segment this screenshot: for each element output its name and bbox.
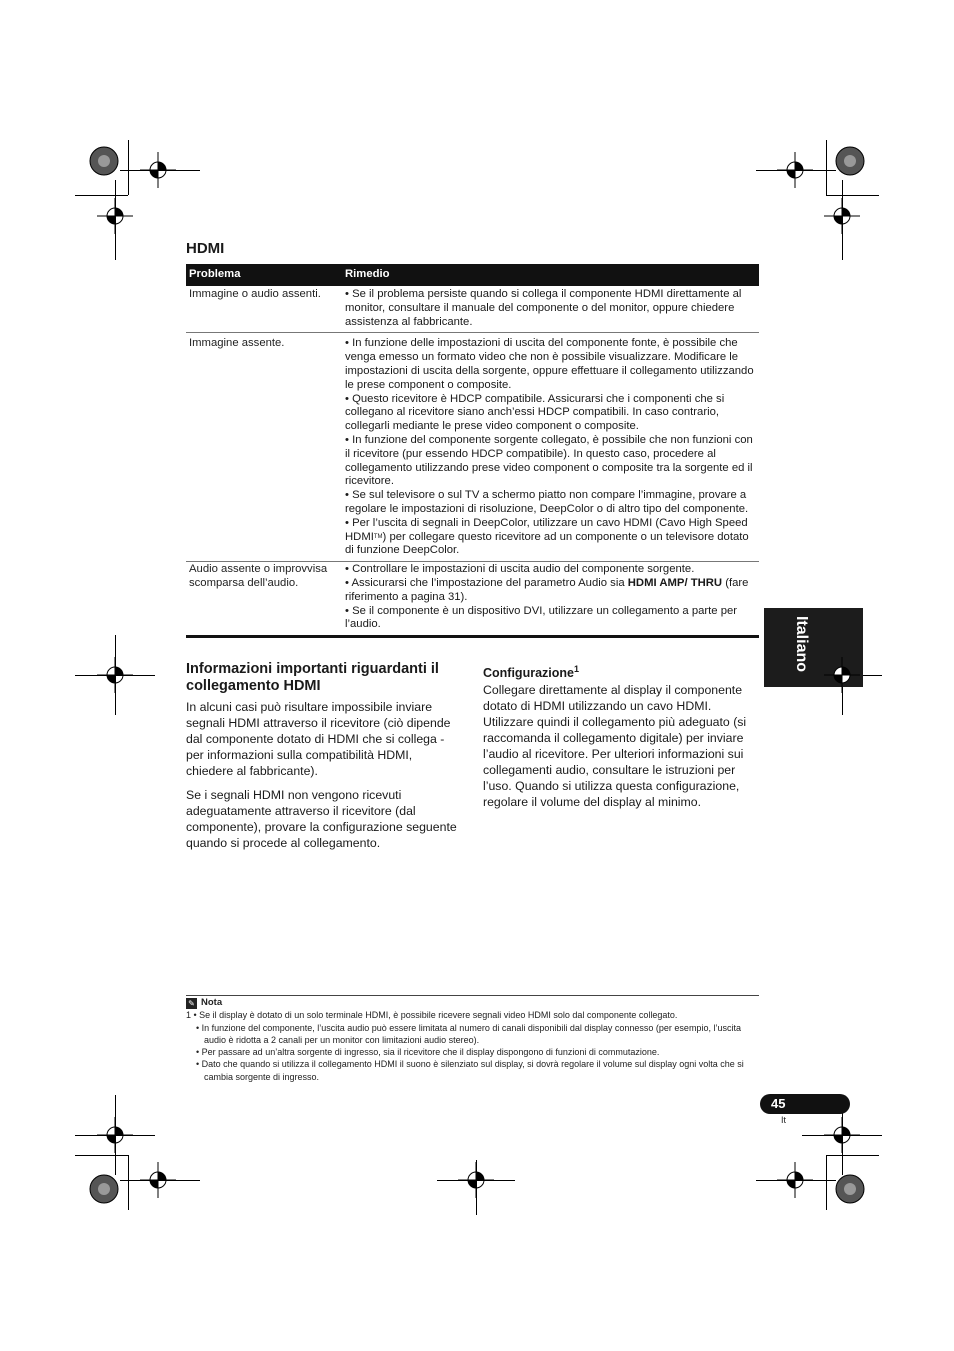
- crop-mark: [128, 1155, 129, 1210]
- registration-target-icon: [140, 152, 176, 188]
- config-heading: [483, 664, 759, 680]
- table-row: [186, 286, 759, 333]
- registration-target-icon: [824, 1117, 860, 1153]
- remedy-item: • Controllare le impostazioni di uscita audio del componente sorgente.: [345, 563, 695, 576]
- remedy-item: • Se il problema persiste quando si collega il componente HDMI direttamente al monitor, consultare il manuale del componente o del monitor, oppure chiedere assistenza al fabbricante.: [345, 288, 742, 328]
- note-item: • Dato che quando si utilizza il collegamento HDMI il suono è silenziato sul display, si dovrà regolare il volume sul display ogni volta che si cambia sorgente di ingresso.: [196, 1059, 744, 1082]
- troubleshooting-table: [186, 264, 759, 638]
- note-header: [186, 997, 761, 1009]
- info-heading: Informazioni importanti riguardanti il collegamento HDMI: [186, 661, 439, 694]
- note-section: [186, 997, 761, 1083]
- problem-cell: Audio assente o improvvisa scomparsa dell’audio.: [189, 563, 328, 589]
- remedy-item: • In funzione del componente sorgente collegato, è possibile che non funzioni con il ricevitore (pur essendo HDCP compatibile). In questo caso, procedere al collegamento utilizzando prese video component o composite tra la sorgente ed il ricevitore.: [345, 433, 753, 488]
- registration-target-icon: [824, 657, 860, 693]
- config-section: [483, 661, 759, 818]
- registration-target-icon: [777, 1162, 813, 1198]
- column-header-rimedio: Rimedio: [345, 268, 390, 281]
- remedy-text: • Per l’uscita di segnali in DeepColor, utilizzare un cavo HDMI (Cavo High Speed HDMI: [345, 516, 748, 543]
- crop-mark: [75, 195, 128, 196]
- page-language: It: [781, 1115, 787, 1125]
- note-title: Nota: [201, 997, 223, 1008]
- table-header: [186, 264, 759, 286]
- registration-target-icon: [97, 1117, 133, 1153]
- footnote-ref: 1: [573, 664, 579, 674]
- remedy-item: • In funzione delle impostazioni di uscita del componente fonte, è possibile che venga emesso un formato video che non è possibile visualizzare. Modificare le impostazioni di uscita della sorgente, oppure effettuare il collegamento utilizzando le prese component o composite.: [345, 337, 754, 391]
- trademark-mark: TM: [373, 533, 383, 540]
- pencil-icon: ✎: [186, 998, 197, 1009]
- remedy-cell: [345, 288, 759, 329]
- remedy-cell: [345, 337, 759, 558]
- remedy-text: • Assicurarsi che l’impostazione del parametro Audio sia: [345, 576, 628, 589]
- crop-mark: [128, 140, 129, 195]
- crop-mark: [826, 1155, 827, 1210]
- table-row: [186, 562, 759, 638]
- registration-target-icon: [140, 1162, 176, 1198]
- registration-target-icon: [97, 198, 133, 234]
- info-section: [186, 661, 461, 859]
- crop-mark: [826, 140, 827, 195]
- remedy-item: • Questo ricevitore è HDCP compatibile. Assicurarsi che i componenti che si collegano al ricevitore siano anch’essi HDCP compatibili. In caso contrario, collegarli mediante le prese video component o composite.: [345, 392, 725, 433]
- config-paragraph: Collegare direttamente al display il componente dotato di HDMI utilizzando un cavo HDMI. Utilizzare quindi il collegamento più adeguato (si raccomanda il collegamento digitale) per inviare l’audio al ricevitore. Per ulteriori informazioni sui collegamenti audio, consultare le istruzioni per l’uso. Quando si utilizza questa configurazione, regolare il volume del display al minimo.: [483, 683, 747, 810]
- remedy-item: • Se sul televisore o sul TV a schermo piatto non compare l’immagine, provare a regolare le impostazioni di risoluzione, DeepColor o di altro tipo del componente.: [345, 489, 749, 515]
- problem-cell: Immagine o audio assenti.: [189, 288, 321, 300]
- registration-target-icon: [97, 657, 133, 693]
- remedy-text: (fare riferimento a pagina 31).: [345, 576, 749, 603]
- language-tab-label: Italiano: [793, 616, 810, 673]
- page-number: 45: [771, 1096, 786, 1111]
- rosette-icon: [835, 1174, 865, 1204]
- registration-target-icon: [824, 198, 860, 234]
- problem-cell: Immagine assente.: [189, 337, 285, 350]
- note-item: 1 • Se il display è dotato di un solo terminale HDMI, è possibile ricevere segnali video HDMI solo dal componente collegato.: [186, 1010, 678, 1021]
- table-row: [186, 333, 759, 562]
- column-header-problema: Problema: [189, 268, 241, 281]
- remedy-item: [345, 517, 755, 558]
- page-number-badge: [760, 1094, 850, 1114]
- section-title: HDMI: [186, 240, 225, 257]
- crop-mark: [826, 1155, 879, 1156]
- setting-name: HDMI AMP/ THRU: [627, 576, 723, 589]
- remedy-item: • Se il componente è un dispositivo DVI, utilizzare un collegamento a parte per l’audio.: [345, 604, 738, 631]
- note-divider: [186, 995, 759, 996]
- registration-target-icon: [458, 1162, 494, 1198]
- crop-mark: [75, 1155, 128, 1156]
- remedy-text: ) per collegare questo ricevitore ad un componente o un televisore dotato di funzione DeepColor.: [345, 530, 749, 557]
- rosette-icon: [835, 146, 865, 176]
- rosette-icon: [89, 1174, 119, 1204]
- info-paragraph: In alcuni casi può risultare impossibile inviare segnali HDMI attraverso il ricevitore (ciò dipende dal componente dotato di HDMI che si collega - per informazioni sulla compatibilità HDMI, chiedere al fabbricante).: [186, 700, 451, 778]
- rosette-icon: [89, 146, 119, 176]
- note-item: • In funzione del componente, l’uscita audio può essere limitata al numero di canali disponibili dal display connesso (per esempio, l’uscita audio è ridotta a 2 canali per un monitor con limitazioni audio stereo).: [196, 1022, 741, 1045]
- remedy-cell: [345, 563, 759, 632]
- registration-target-icon: [777, 152, 813, 188]
- info-paragraph: Se i segnali HDMI non vengono ricevuti adeguatamente attraverso il ricevitore (dal componente), provare la configurazione seguente quando si procede al collegamento.: [186, 788, 457, 850]
- note-item: • Per passare ad un’altra sorgente di ingresso, sia il ricevitore che il display dispongono di funzioni di commutazione.: [196, 1047, 660, 1058]
- config-heading-text: Configurazione: [483, 666, 574, 681]
- remedy-item: [345, 577, 755, 605]
- crop-mark: [826, 195, 879, 196]
